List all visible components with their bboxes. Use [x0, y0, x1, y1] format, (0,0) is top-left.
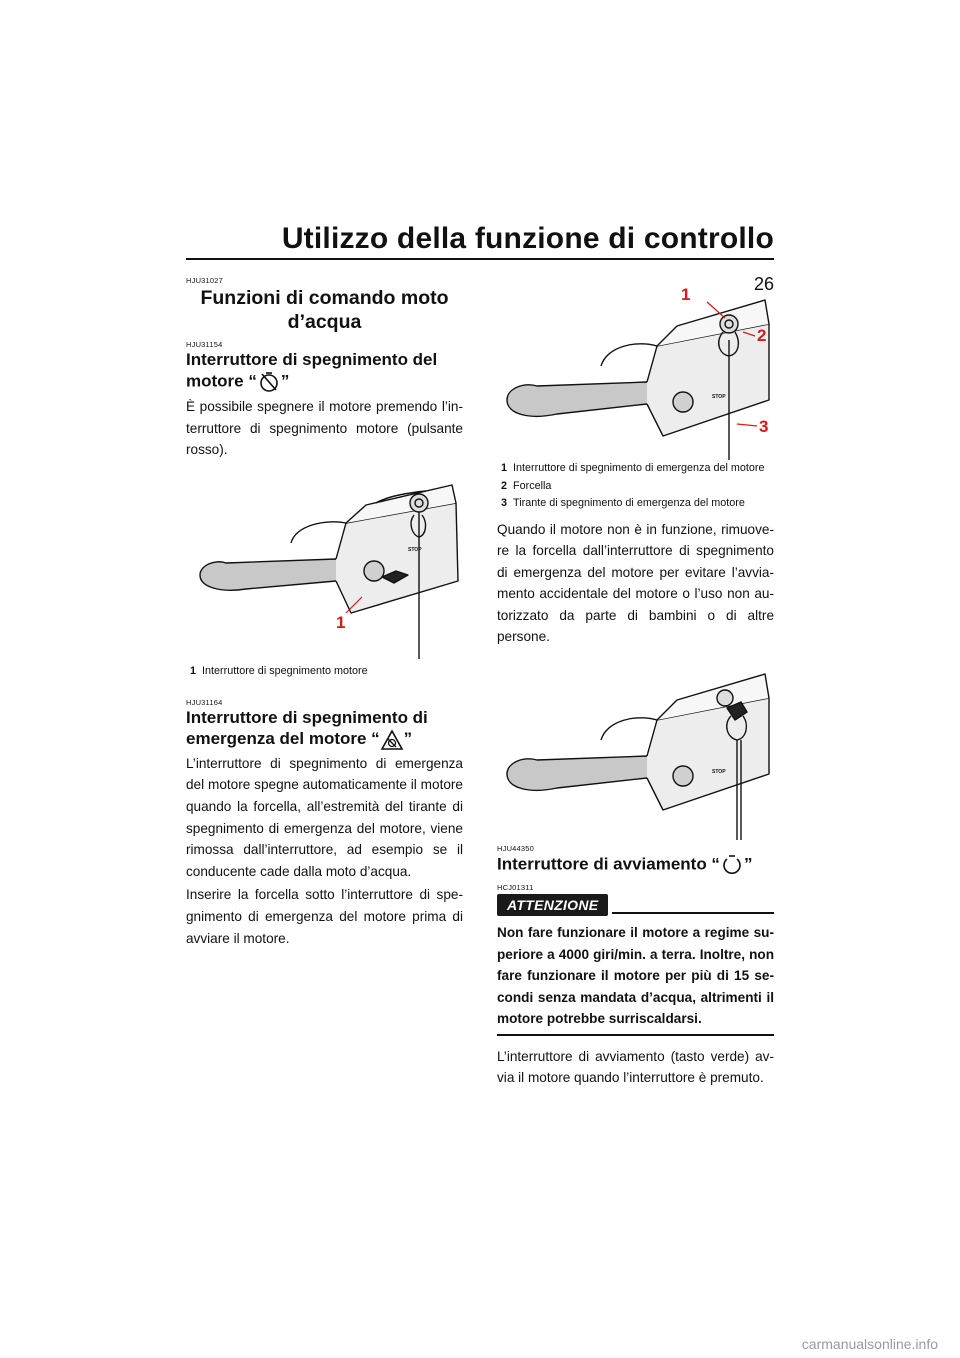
watermark: carmanualsonline.info [801, 1336, 938, 1352]
figure-caption [501, 497, 774, 511]
figure-caption [501, 479, 774, 494]
subsection-title-line: ” [743, 854, 753, 874]
subsection-title-engine-stop [186, 349, 463, 394]
figure-stop-label: STOP [712, 769, 726, 776]
caption-number: 1 [190, 664, 197, 677]
figure-callout-1: 1 [336, 612, 346, 632]
subsection-title-start-switch [497, 853, 774, 877]
subsection-title-line: motore “ [186, 371, 257, 391]
subsection-code: HJU31154 [186, 340, 223, 349]
figure-callout-2: 2 [757, 326, 767, 345]
figure-stop-label: STOP [712, 394, 726, 400]
caution-badge: ATTENZIONE [497, 894, 608, 916]
right-column [497, 280, 774, 1091]
caution-header [497, 894, 774, 916]
page-header-title: Utilizzo della funzione di controllo [281, 222, 774, 255]
caption-text: Interruttore di spegnimento motore [202, 664, 368, 677]
header-rule [186, 258, 774, 260]
engine-stop-icon [257, 370, 281, 394]
emergency-stop-icon [380, 729, 404, 751]
emergency-stop-body-2: Inserire la forcella sotto l’interruttore di spegnimento di emergenza del motore prima di avviare il motore. [186, 887, 463, 946]
left-column [186, 276, 463, 951]
subsection-title-line: Interruttore di avviamento “ [497, 854, 720, 874]
subsection-code: HJU44350 [497, 844, 535, 854]
subsection-title-emergency-stop [186, 707, 463, 751]
figure-caption [190, 664, 463, 679]
subsection-title-line: Interruttore di spegnimento di [186, 708, 428, 728]
fork-removal-figure [497, 660, 774, 840]
emergency-stop-figure [497, 280, 774, 460]
caution-text: Non fare funzionare il motore a regime superiore a 4000 giri/min. a terra. Inoltre, non fare funzionare il motore per più di 15 secondi senza mandata d’acqua, altrimenti il motore potrebbe surriscaldarsi. [497, 925, 774, 1027]
caption-text: Forcella [513, 479, 552, 492]
subsection-title-line: ” [403, 729, 413, 749]
caution-rule [612, 912, 774, 914]
page-number: 26 [753, 274, 774, 294]
start-switch-body: L’interruttore di avviamento (tasto verde) avvia il motore quando l’interruttore è premuto. [497, 1048, 774, 1086]
caption-number: 1 [501, 462, 508, 474]
subsection-title-line: ” [280, 371, 290, 391]
caution-code: HCJ01311 [497, 883, 534, 893]
section-code: HJU31027 [186, 276, 224, 285]
start-switch-icon [720, 853, 744, 877]
figure-stop-label: STOP [408, 546, 422, 553]
caption-text: Interruttore di spegnimento di emergenza del motore [513, 462, 765, 474]
figure-caption [501, 462, 774, 476]
engine-stop-body: È possibile spegnere il motore premendo l’interruttore di spegnimento motore (pulsante rosso). [186, 399, 463, 458]
subsection-title-line: Interruttore di spegnimento del [186, 350, 438, 369]
subsection-code: HJU31164 [186, 698, 223, 708]
fork-removal-body: Quando il motore non è in funzione, rimuovere la forcella dall’interruttore di spegnimento di emergenza del motore per evitare l’avviamento accidentale del motore o l’uso non autorizzato da parte di bambini o di altre persone. [497, 521, 774, 645]
caption-text: Tirante di spegnimento di emergenza del motore [513, 497, 745, 509]
caption-number: 2 [501, 479, 508, 492]
caution-end-rule [497, 1034, 774, 1036]
caption-number: 3 [501, 497, 508, 509]
figure-callout-1: 1 [681, 285, 691, 304]
figure-callout-3: 3 [759, 417, 769, 436]
emergency-stop-body-1: L’interruttore di spegnimento di emergenza del motore spegne automaticamente il motore quando la forcella, all’estremità del tirante di spegnimento di emergenza del motore, viene rimossa dall’interruttore, ad esempio se il conducente cade dalla moto d’acqua. [186, 755, 463, 879]
subsection-title-line: emergenza del motore “ [186, 729, 380, 749]
section-title: Funzioni di comando moto d’acqua [200, 287, 449, 333]
engine-stop-figure [186, 463, 463, 663]
